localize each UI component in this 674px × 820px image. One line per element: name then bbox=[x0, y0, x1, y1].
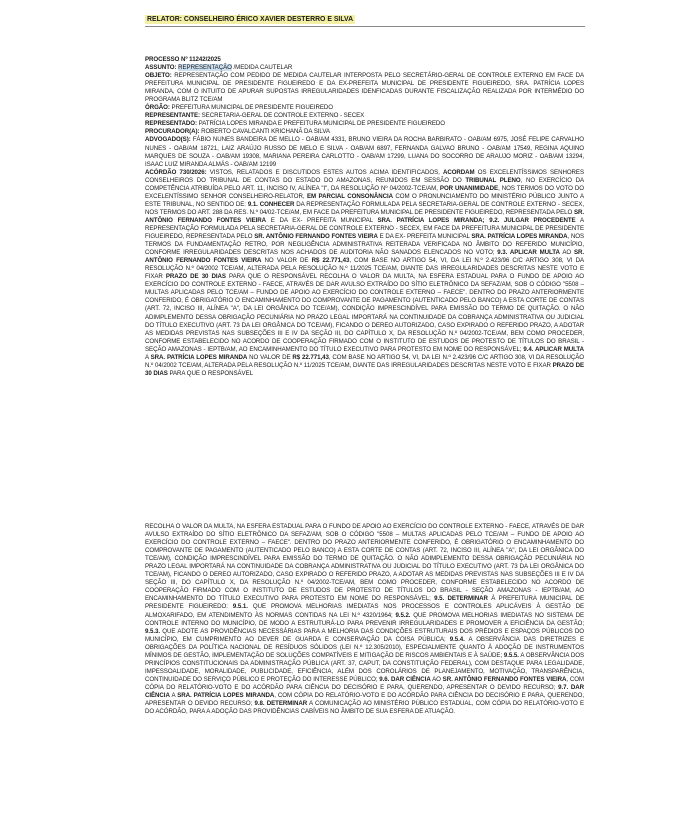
ruling-text: PARA QUE O RESPONSÁVEL bbox=[167, 369, 253, 377]
representative-label: REPRESENTANTE: bbox=[145, 112, 200, 120]
ruling-bold: PRAZO DE 30 DIAS bbox=[165, 273, 226, 281]
representative-text: SECRETARIA-GERAL DE CONTROLE EXTERNO - SECEX bbox=[200, 112, 365, 120]
prosecutor-line bbox=[145, 128, 584, 136]
ruling-bold: R$ 22.771,43 bbox=[292, 353, 329, 361]
ruling-label: ACÓRDÃO 730/2026: bbox=[145, 168, 207, 176]
ruling-text: E DA EX- PREFEITA MUNICIPAL bbox=[377, 233, 472, 241]
ruling-text: COM O PRONUNCIAMENTO DO MINISTÉRIO PÚBLICO JUNTO A ESTE TRIBUNAL, NO SENTIDO DE: bbox=[145, 192, 585, 208]
ruling-bold: SRA. PATRÍCIA LOPES MIRANDA bbox=[150, 353, 248, 361]
process-block bbox=[145, 56, 584, 378]
ruling-bold: ACORDAM bbox=[442, 168, 475, 176]
ruling-text: DA REPRESENTAÇÃO FORMULADA PELA SECRETARIA-GERAL DE CONTROLE EXTERNO - SECEX, NOS TERMOS DO ART. 288 DA RES. N.º 04/02-TCE/AM, EM FACE DA PREFEITURA MUNICIPAL DE PRESIDENTE FIGUEIREDO, REPRESENTADA PELO bbox=[145, 200, 584, 216]
prosecutor-label: PROCURADOR(A): bbox=[145, 128, 200, 136]
ruling-text: VISTOS, RELATADOS E DISCUTIDOS ESTES AUTOS ACIMA IDENTIFICADOS, bbox=[206, 168, 443, 176]
continuation-text: AO bbox=[430, 675, 443, 683]
subject-rest: /MEDIDA CAUTELAR bbox=[231, 64, 293, 72]
lawyers-text: FÁBIO NUNES BANDEIRA DE MELLO - OAB/AM 4331, BRUNO VIEIRA DA ROCHA BARBIRATO - OAB/AM 6975, JOSÉ FELIPE CARVALHO NUNES - OAB/AM 18721, LAIZ ARAÚJO RUSSO DE MELO E SILVA - OAB/AM 6897, FERNANDA GALVAO BRUNO - OAB/AM 17549, REGINA AQUINO MARQUES DE SOUZA - OAB/AM 19308, MARIANA PEREIRA CARLOTTO - OAB/AM 17299, LUANA DO SOCORRO DE ARAUJO MORIZ - OAB/AM 13294, ISAAC LUIZ MIRANDA ALMÁS - OAB/AM 12199 bbox=[145, 136, 584, 168]
continuation-bold: 9.5.3. bbox=[145, 627, 161, 635]
represented-label: REPRESENTADO: bbox=[145, 120, 197, 128]
ruling-bold: 9.4. APLICAR MULTA bbox=[523, 345, 584, 353]
continuation-text: A OBSERVÂNCIA DAS DIRETRIZES E OBRIGAÇÕES DA POLÍTICA NACIONAL DE RESÍDUOS SÓLIDOS (LEI N.º 12.305/2010), ESPECIALMENTE QUANTO À ADOÇÃO DE INSTRUMENTOS MÍNIMOS DE GESTÃO, IMPLEMENTAÇÃO DE SOLUÇÕES COMPATÍVEIS E MITIGAÇÃO DE RISCOS AMBIENTAIS E À SAÚDE; bbox=[145, 635, 585, 659]
ruling-text: E DA EX- PREFEITA MUNICIPAL bbox=[266, 216, 378, 224]
continuation-bold: 9.6. DAR CIÊNCIA bbox=[379, 675, 431, 683]
ruling-bold: 9.3. APLICAR MULTA bbox=[497, 249, 560, 257]
ruling-bold: SRA. PATRÍCIA LOPES MIRANDA; 9.2. JULGAR PROCEDENTE bbox=[377, 216, 576, 224]
process-number bbox=[145, 56, 584, 64]
representative-line bbox=[145, 112, 584, 120]
continuation-text: A bbox=[169, 691, 178, 699]
ruling-bold: 9.1. CONHECER bbox=[247, 200, 295, 208]
subject-label: ASSUNTO: bbox=[145, 64, 177, 72]
continuation-bold: 9.5.1. bbox=[232, 603, 248, 611]
process-number-text: PROCESSO Nº 11242/2025 bbox=[145, 56, 221, 63]
subject-highlight: REPRESENTAÇÃO bbox=[178, 64, 232, 72]
continuation-text: A COMUNICAÇÃO AO MINISTÉRIO PÚBLICO ESTADUAL, COM CÓPIA DO RELATÓRIO-VOTO E DO ACÓRDÃO, PARA A ADOÇÃO DAS PROVIDÊNCIAS CABÍVEIS NO ÂMBITO DE SUA ESFERA DE ATUAÇÃO. bbox=[145, 700, 584, 716]
prosecutor-text: ROBERTO CAVALCANTI KRICHANÃ DA SILVA bbox=[199, 128, 330, 136]
continuation-bold: 9.5. DETERMINAR bbox=[434, 595, 488, 603]
ruling-text: , COM BASE NO ARTIGO 54, VI, DA LEI N.º 2.423/96 C/C ARTIGO 308, VI DA RESOLUÇÃO N.º 04/2002 TCE/AM, ALTERADA PELA RESOLUÇÃO N.º 11/2025 TCE/AM, DIANTE DAS IRREGULARIDADES DESCRITAS NESTE VOTO E FIXAR bbox=[145, 353, 585, 369]
ruling-bold: EM PARCIAL CONSONÂNCIA bbox=[306, 192, 393, 200]
ruling-text: PARA QUE O RESPONSÁVEL RECOLHA O VALOR DA MULTA, NA ESFERA ESTADUAL PARA O FUNDO DE APOIO AO EXERCÍCIO DO CONTROLE EXTERNO - FAECE, ATRAVÉS DE DAR AVULSO EXTRAÍDO DO SÍTIO ELETRÔNICO DA SEFAZ/AM, SOB O CÓDIGO "5508 – MULTAS APLICADAS PELO TCE/AM – FUNDO DE APOIO AO EXERCÍCIO DO CONTROLE EXTERNO – FAECE". DENTRO DO PRAZO ANTERIORMENTE CONFERIDO, É OBRIGATÓRIO O ENCAMINHAMENTO DO COMPROVANTE DE PAGAMENTO (AUTENTICADO PELO BANCO) A ESTA CORTE DE CONTAS (ART. 72, INCISO III, ALÍNEA "A", DA LEI ORGÂNICA DO TCE/AM), CONDIÇÃO IMPRESCINDÍVEL PARA EMISSÃO DO TERMO DE QUITAÇÃO. O NÃO ADIMPLEMENTO DESSA OBRIGAÇÃO PECUNIÁRIA NO PRAZO LEGAL IMPORTARÁ NA CONTINUIDADE DA COBRANÇA ADMINISTRATIVA OU JUDICIAL DO TÍTULO EXECUTIVO (ART. 73 DA LEI ORGÂNICA DO TCE/AM), FICANDO O DEREO AUTORIZADO, CASO EXPIRADO O REFERIDO PRAZO, A ADOTAR AS MEDIDAS PREVISTAS NAS SUBSEÇÕES III E IV DA SEÇÃO III, DO CAPÍTULO X, DA RESOLUÇÃO N.º 04/2002-TCE/AM, BEM COMO PROCEDER, CONFORME ESTABELECIDO NO ACORDO DE COOPERAÇÃO FIRMADO COM O INSTITUTO DE ESTUDOS DE PROTESTO DE TÍTULOS DO BRASIL - SEÇÃO AMAZONAS - IEPTB/AM, AO ENCAMINHAMENTO DO TÍTULO EXECUTIVO PARA PROTESTO EM NOME DO RESPONSÁVEL; bbox=[145, 273, 584, 353]
ruling-bold: SRA. PATRÍCIA LOPES MIRANDA bbox=[471, 233, 568, 241]
ruling-text: , COM BASE NO ARTIGO 54, VI, DA LEI N.º 2.423/96 C/C ARTIGO 308, VI DA RESOLUÇÃO N.º 04/2002 TCE/AM, ALTERADA PELA RESOLUÇÃO N.º 11/2025 TCE/AM, DIANTE DAS IRREGULARIDADES DESCRITAS NESTE VOTO E FIXAR bbox=[145, 257, 584, 281]
continuation-block bbox=[145, 523, 584, 716]
subject-line bbox=[145, 64, 584, 72]
continuation-paragraph bbox=[145, 523, 584, 716]
ruling-text: , NOS TERMOS DO VOTO DO EXCELENTÍSSIMO SENHOR CONSELHEIRO-RELATOR, bbox=[145, 184, 585, 200]
lawyers-paragraph bbox=[145, 136, 584, 168]
ruling-text: NO VALOR DE bbox=[247, 353, 293, 361]
ruling-text: , NO EXERCÍCIO DA COMPETÊNCIA ATRIBUÍDA PELO ART. 11, INCISO IV, ALÍNEA "I", DA RESOLUÇÃO Nº 04/2002-TCE/AM, bbox=[145, 176, 584, 192]
continuation-bold: 9.7. DAR CIÊNCIA bbox=[145, 683, 585, 699]
continuation-text: QUE PROMOVA MELHORIAS IMEDIATAS NO SISTEMA DE CONTROLE INTERNO DO MUNICÍPIO, DE MODO A ESTRUTURÁ-LO PARA PREVENIR IRREGULARIDADES E PROMOVER A EFICIÊNCIA DA GESTÃO; bbox=[145, 611, 584, 627]
continuation-bold: 9.8. DETERMINAR bbox=[254, 700, 308, 708]
ruling-bold: R$ 22.771,43 bbox=[311, 257, 350, 265]
represented-text: PATRÍCIA LOPES MIRANDA E PREFEITURA MUNICIPAL DE PRESIDENTE FIGUEIREDO bbox=[197, 120, 446, 128]
continuation-bold: 9.5.4. bbox=[449, 635, 465, 643]
continuation-bold: SRA. PATRÍCIA LOPES MIRANDA bbox=[177, 691, 275, 699]
relator-underline bbox=[145, 26, 585, 27]
ruling-text: OS EXCELENTÍSSIMOS SENHORES CONSELHEIROS DO TRIBUNAL DE CONTAS DO ESTADO DO AMAZONAS, REUNIDOS EM SESSÃO DO bbox=[145, 168, 584, 184]
ruling-text: A bbox=[145, 353, 151, 361]
organ-label: ÓRGÃO: bbox=[145, 104, 170, 112]
continuation-text: , COM CÓPIA DO RELATÓRIO-VOTO E DO ACÓRDÃO PARA CIÊNCIA DO DECISÓRIO E PARA, QUERENDO, APRESENTAR O DEVIDO RECURSO; bbox=[145, 675, 584, 691]
ruling-text: A REPRESENTAÇÃO FORMULADA PELA SECRETARIA-GERAL DE CONTROLE EXTERNO - SECEX, EM FACE DA PREFEITURA MUNICIPAL DE PRESIDENTE FIGUEIREDO, REPRESENTADA PELO bbox=[145, 216, 585, 241]
ruling-text: , NOS TERMOS DA FUNDAMENTAÇÃO RETRO, POR NEGLIGÊNCIA ADMINISTRATIVA REITERADA VERIFICADA NO ÂMBITO DO REFERIDO MUNICÍPIO, CONFORME IRREGULARIDADES DESCRITAS NOS ACHADOS DE AUDITORIA NÃO SANADOS ELENCADOS NO VOTO; bbox=[145, 233, 584, 257]
relator-heading: RELATOR: CONSELHEIRO ÉRICO XAVIER DESTERRO E SILVA bbox=[147, 16, 354, 23]
organ-text: PREFEITURA MUNICIPAL DE PRESIDENTE FIGUEIREDO bbox=[169, 104, 333, 112]
continuation-text: A OBSERVÂNCIA DOS PRINCÍPIOS CONSTITUCIONAIS DA ADMINISTRAÇÃO PÚBLICA (ART. 37, CAPUT, DA CONSTITUIÇÃO FEDERAL), COM DESTAQUE PARA LEGALIDADE, IMPESSOALIDADE, MORALIDADE, PUBLICIDADE, EFICIÊNCIA, ALÉM DOS COROLÁRIOS DE PLANEJAMENTO, MOTIVAÇÃO, TRANSPARÊNCIA, CONTINUIDADE DO SERVIÇO PÚBLICO E PROTEÇÃO DO INTERESSE PÚBLICO; bbox=[145, 651, 584, 683]
ruling-paragraph bbox=[145, 169, 584, 378]
object-paragraph bbox=[145, 72, 584, 104]
object-text: REPRESENTAÇÃO COM PEDIDO DE MEDIDA CAUTELAR INTERPOSTA PELO SECRETÁRIO-GERAL DE CONTROLE EXTERNO EM FACE DA PREFEITURA MUNICIPAL DE PRESIDENTE FIGUEIREDO E DA EX-PREFEITA MUNICIPAL DE PRESIDENTE FIGUEIREDO, SRA. PATRÍCIA LOPES MIRANDA, COM O INTUITO DE APURAR SUPOSTAS IRREGULARIDADES IDENFICADAS DURANTE FISCALIZAÇÃO REALIZADA POR INTERMÉDIO DO PROGRAMA BLITZ TCE/AM bbox=[145, 72, 584, 104]
ruling-bold: SR. ANTÔNIO FERNANDO FONTES VIEIRA bbox=[145, 249, 584, 265]
continuation-bold: 9.5.5. bbox=[503, 651, 519, 659]
ruling-bold: SR. ANTÔNIO FERNANDO FONTES VIEIRA bbox=[254, 233, 378, 241]
ruling-text: NO VALOR DE bbox=[261, 257, 312, 265]
continuation-bold: SR. ANTÔNIO FERNANDO FONTES VIEIRA bbox=[442, 675, 567, 683]
represented-line bbox=[145, 120, 584, 128]
lawyers-label: ADVOGADO(S): bbox=[145, 136, 191, 144]
ruling-bold: POR UNANIMIDADE bbox=[439, 184, 499, 192]
organ-line bbox=[145, 104, 584, 112]
object-label: OBJETO: bbox=[145, 72, 172, 80]
continuation-text: À PREFEITURA MUNICIPAL DE PRESIDENTE FIGUEIREDO: bbox=[145, 595, 584, 611]
ruling-bold: SR. ANTÔNIO FERNANDO FONTES VIEIRA bbox=[145, 208, 584, 224]
continuation-text: QUE PROMOVA MELHORIAS IMEDIATAS NOS PROCESSOS E CONTROLES APLICÁVEIS À GESTÃO DE ALMOXARIFADO, EM ATENDIMENTO ÀS NORMAS CONTIDAS NA LEI N.º 4320/1964; bbox=[145, 603, 584, 619]
continuation-bold: 9.5.2. bbox=[395, 611, 411, 619]
continuation-text: QUE ADOTE AS PROVIDÊNCIAS NECESSÁRIAS PARA A MELHORIA DAS CONDIÇÕES ESTRUTURAIS DOS PRÉDIOS E ESPAÇOS PÚBLICOS DO MUNICÍPIO, EM CUMPRIMENTO AO DEVER DE GUARDA E CONSERVAÇÃO DA COISA PÚBLICA; bbox=[145, 627, 584, 643]
ruling-text: AO bbox=[559, 249, 574, 257]
ruling-bold: PRAZO DE 30 DIAS bbox=[145, 361, 584, 377]
continuation-text: RECOLHA O VALOR DA MULTA, NA ESFERA ESTADUAL PARA O FUNDO DE APOIO AO EXERCÍCIO DO CONTROLE EXTERNO - FAECE, ATRAVÉS DE DAR AVULSO EXTRAÍDO DO SÍTIO ELETRÔNICO DA SEFAZ/AM, SOB O CÓDIGO "5508 – MULTAS APLICADAS PELO TCE/AM – FUNDO DE APOIO AO EXERCÍCIO DO CONTROLE EXTERNO – FAECE". DENTRO DO PRAZO ANTERIORMENTE CONFERIDO, É OBRIGATÓRIO O ENCAMINHAMENTO DO COMPROVANTE DE PAGAMENTO (AUTENTICADO PELO BANCO) A ESTA CORTE DE CONTAS (ART. 72, INCISO III, ALÍNEA "A", DA LEI ORGÂNICA DO TCE/AM), CONDIÇÃO IMPRESCINDÍVEL PARA EMISSÃO DO TERMO DE QUITAÇÃO. O NÃO ADIMPLEMENTO DESSA OBRIGAÇÃO PECUNIÁRIA NO PRAZO LEGAL IMPORTARÁ NA CONTINUIDADE DA COBRANÇA ADMINISTRATIVA OU JUDICIAL DO TÍTULO EXECUTIVO (ART. 73 DA LEI ORGÂNICA DO TCE/AM), FICANDO O DEREO AUTORIZADO, CASO EXPIRADO O REFERIDO PRAZO, A ADOTAR AS MEDIDAS PREVISTAS NAS SUBSEÇÕES III E IV DA SEÇÃO III, DO CAPÍTULO X, DA RESOLUÇÃO N.º 04/2002-TCE/AM, BEM COMO PROCEDER, CONFORME ESTABELECIDO NO ACORDO DE COOPERAÇÃO FIRMADO COM O INSTITUTO DE ESTUDOS DE PROTESTO DE TÍTULOS DO BRASIL - SEÇÃO AMAZONAS - IEPTB/AM, AO ENCAMINHAMENTO DO TÍTULO EXECUTIVO PARA PROTESTO EM NOME DO RESPONSÁVEL; bbox=[145, 523, 584, 603]
continuation-text: , COM CÓPIA DO RELATÓRIO-VOTO E DO ACÓRDÃO PARA CIÊNCIA DO DECISÓRIO E PARA, QUERENDO, APRESENTAR O DEVIDO RECURSO; bbox=[145, 691, 584, 708]
ruling-bold: TRIBUNAL PLENO bbox=[465, 176, 521, 184]
